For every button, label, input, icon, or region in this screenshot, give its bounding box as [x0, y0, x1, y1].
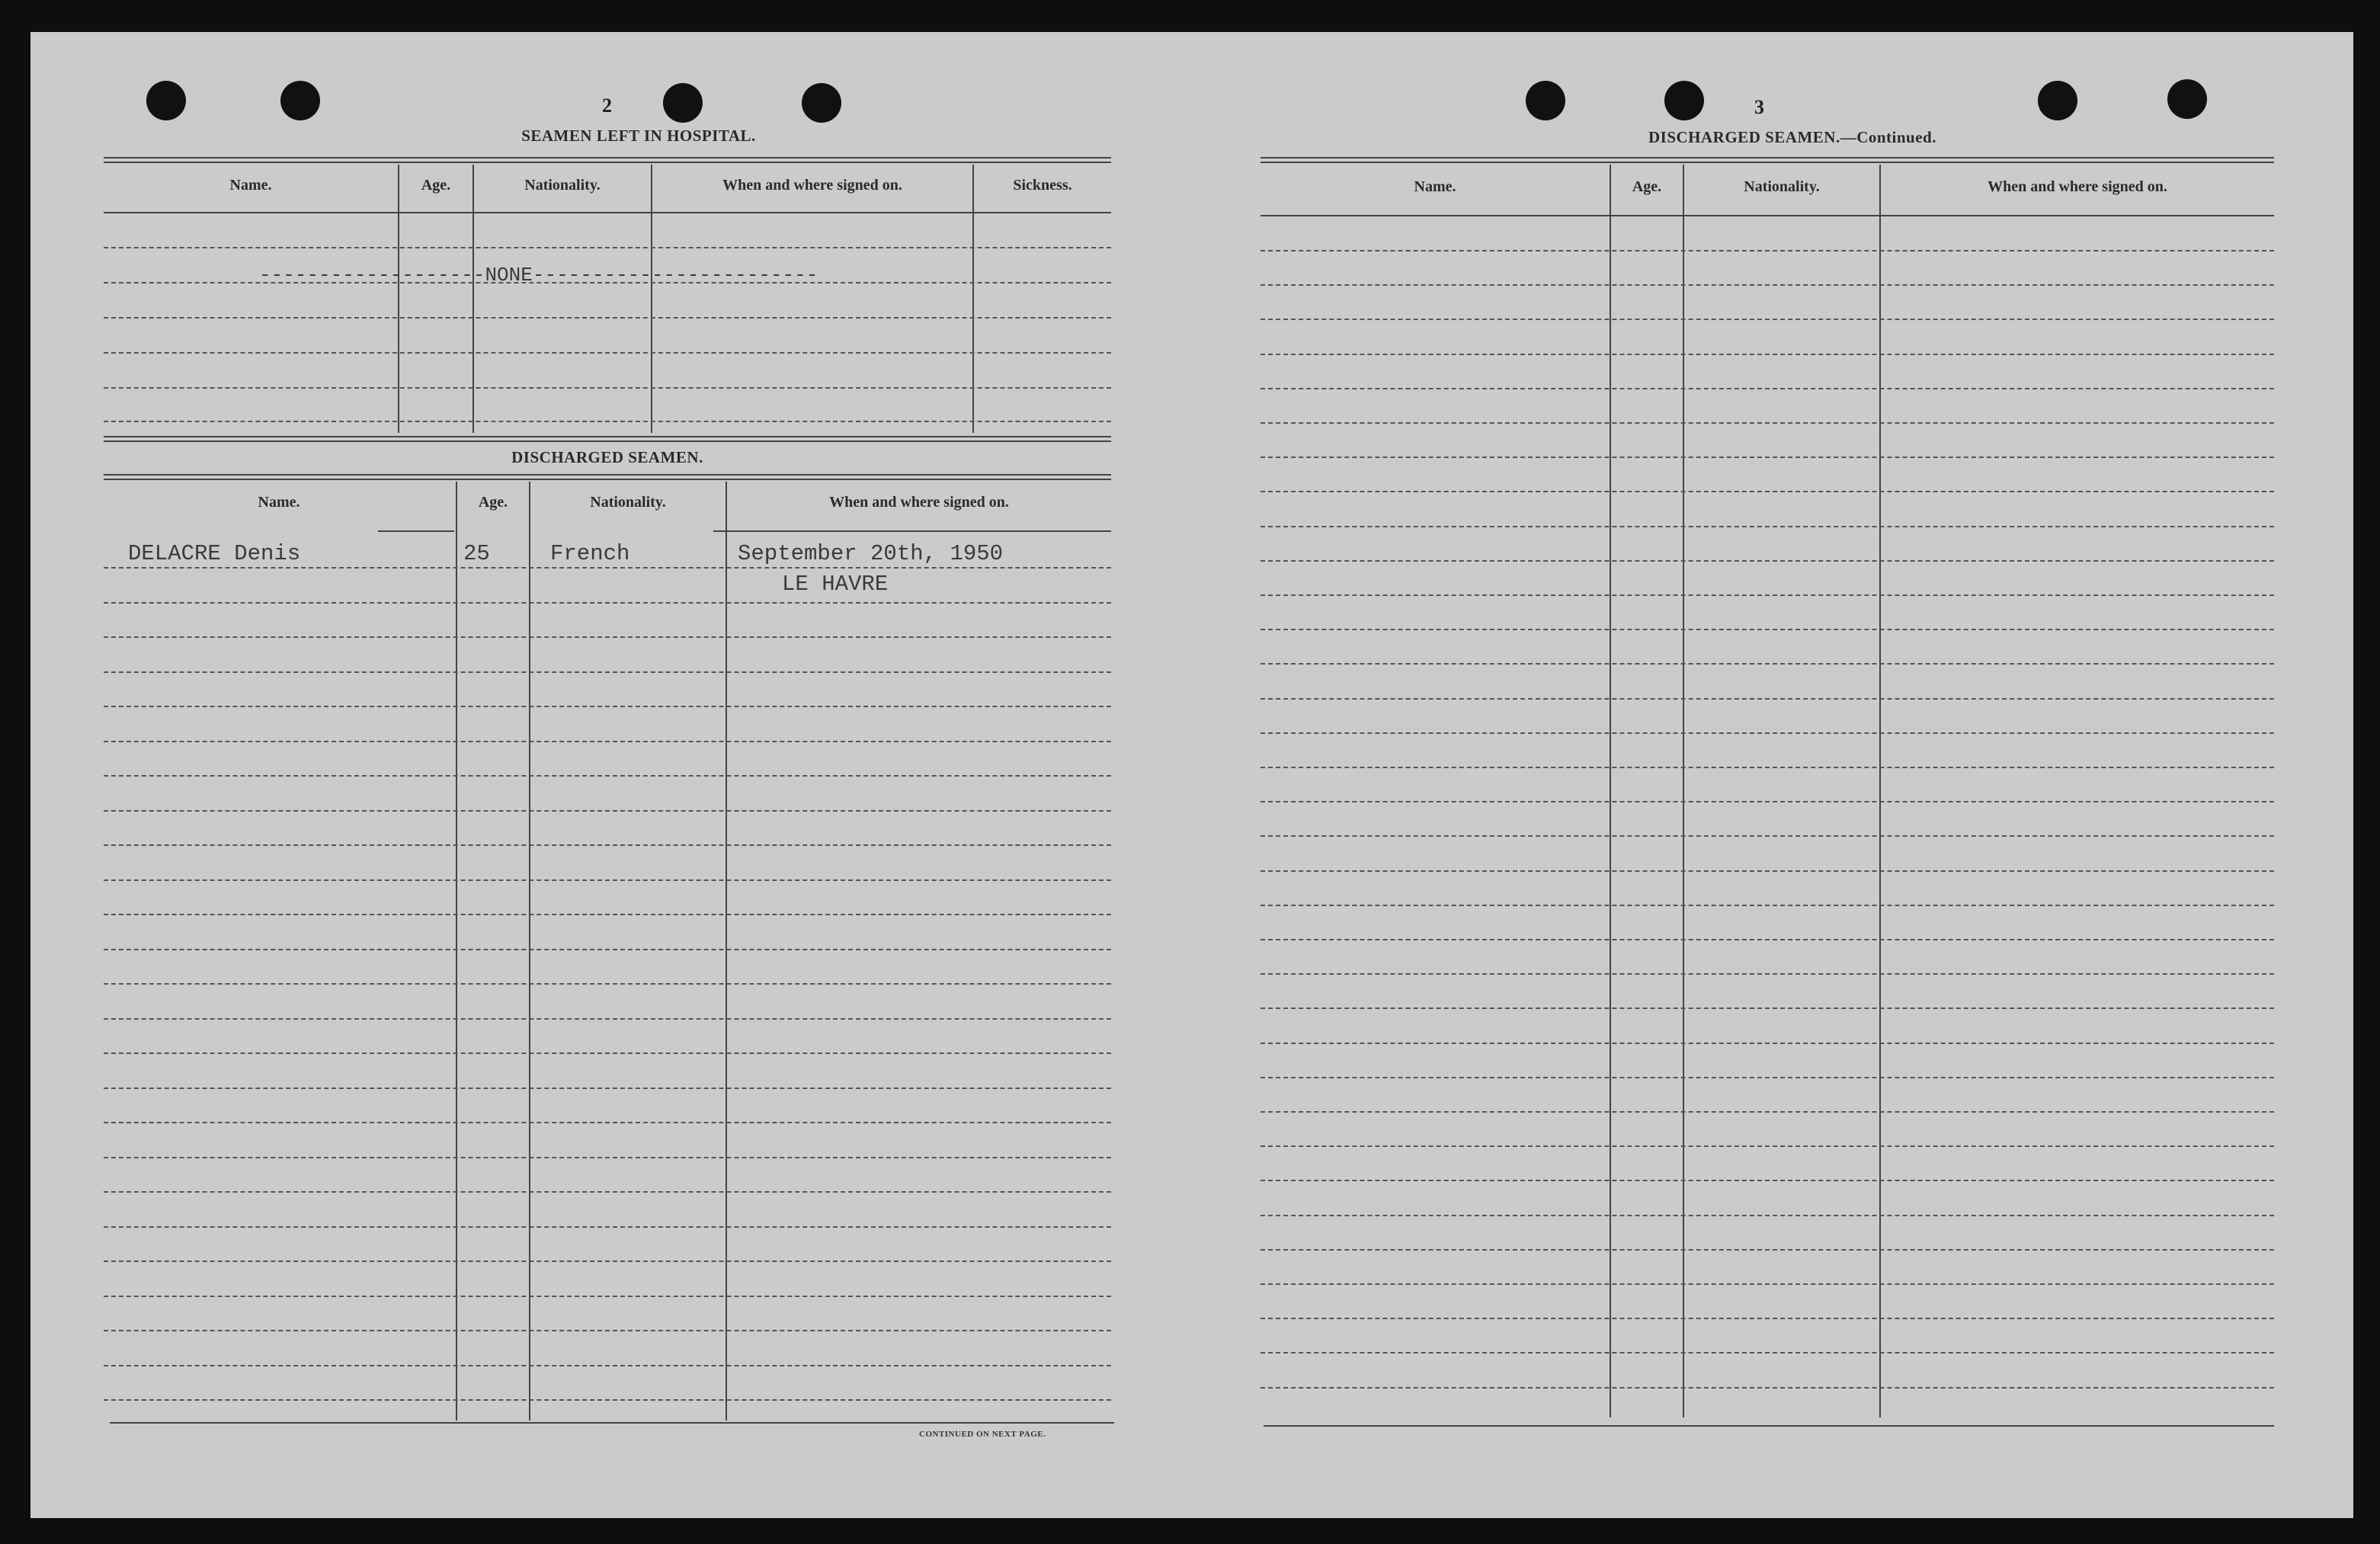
col-header-name: Name. [258, 494, 300, 511]
row-rule [104, 775, 1111, 777]
row-rule [104, 1018, 1111, 1020]
row-rule [104, 1122, 1111, 1123]
row-rule [1260, 560, 2274, 562]
punch-hole [663, 83, 703, 123]
row-rule [1260, 319, 2274, 320]
seaman-name: DELACRE Denis [128, 541, 301, 566]
row-rule [1260, 1249, 2274, 1251]
col-divider [972, 165, 974, 433]
row-rule [104, 1191, 1111, 1193]
row-rule [1260, 870, 2274, 872]
row-rule [1260, 456, 2274, 458]
col-divider [1610, 165, 1611, 1417]
col-header-nationality: Nationality. [524, 177, 601, 194]
seaman-nationality: French [550, 541, 630, 566]
col-header-nationality: Nationality. [590, 494, 666, 511]
col-header-age: Age. [478, 494, 508, 511]
col-header-name: Name. [1414, 178, 1456, 195]
discharged-section-title: DISCHARGED SEAMEN. [511, 448, 703, 466]
col-divider [1879, 165, 1881, 1417]
row-rule [1260, 1215, 2274, 1216]
row-rule [104, 671, 1111, 673]
punch-hole [1526, 81, 1565, 120]
col-divider [529, 482, 530, 1421]
row-rule [1260, 1111, 2274, 1113]
row-rule [1260, 250, 2274, 251]
punch-hole [802, 83, 841, 123]
row-rule [104, 387, 1111, 389]
col-divider [456, 482, 457, 1421]
page-number-left: 2 [602, 94, 612, 117]
row-rule [104, 317, 1111, 319]
row-rule [1260, 1043, 2274, 1044]
rule [104, 157, 1111, 163]
row-rule [104, 1157, 1111, 1158]
seaman-signed-on-place: LE HAVRE [782, 572, 889, 597]
row-rule [1260, 629, 2274, 630]
row-rule [1260, 732, 2274, 734]
col-divider [398, 165, 399, 433]
header-rule [1260, 215, 2274, 216]
row-rule [104, 844, 1111, 846]
row-rule [104, 706, 1111, 707]
punch-hole [146, 81, 186, 120]
continued-footer: CONTINUED ON NEXT PAGE. [919, 1430, 1046, 1439]
row-rule [1260, 594, 2274, 596]
row-rule [1260, 835, 2274, 837]
page-number-right: 3 [1754, 96, 1764, 118]
row-rule [104, 1226, 1111, 1228]
hospital-none-entry: -------------------NONE------------------------ [259, 264, 818, 287]
col-divider [1683, 165, 1684, 1417]
row-rule [104, 1399, 1111, 1401]
rule [1260, 157, 2274, 163]
row-rule [1260, 973, 2274, 975]
row-rule [104, 1330, 1111, 1331]
col-header-signed-on: When and where signed on. [722, 177, 902, 194]
row-rule [1260, 905, 2274, 906]
punch-hole [1664, 81, 1704, 120]
header-rule [713, 530, 1111, 532]
row-rule [1260, 491, 2274, 492]
row-rule [1260, 1283, 2274, 1285]
row-rule [104, 567, 1111, 569]
col-header-signed-on: When and where signed on. [829, 494, 1009, 511]
col-divider [472, 165, 474, 433]
rule [104, 474, 1111, 480]
punch-hole [280, 81, 320, 120]
row-rule [104, 247, 1111, 248]
row-rule [1260, 1352, 2274, 1353]
col-header-nationality: Nationality. [1744, 178, 1820, 195]
row-rule [1260, 1318, 2274, 1319]
col-divider [651, 165, 652, 433]
ledger-spread [30, 32, 2353, 1518]
row-rule [1260, 422, 2274, 424]
row-rule [104, 1296, 1111, 1297]
row-rule [104, 421, 1111, 422]
row-rule [1260, 698, 2274, 700]
row-rule [1260, 1007, 2274, 1009]
row-rule [1260, 526, 2274, 527]
row-rule [104, 1088, 1111, 1089]
bottom-rule [1264, 1425, 2274, 1427]
row-rule [1260, 663, 2274, 665]
row-rule [104, 914, 1111, 915]
header-rule [104, 212, 1111, 213]
hospital-section-title: SEAMEN LEFT IN HOSPITAL. [521, 127, 756, 145]
row-rule [1260, 767, 2274, 768]
row-rule [1260, 354, 2274, 355]
col-header-name: Name. [229, 177, 272, 194]
col-header-signed-on: When and where signed on. [1988, 178, 2167, 195]
row-rule [104, 949, 1111, 950]
row-rule [104, 810, 1111, 812]
row-rule [104, 1261, 1111, 1262]
row-rule [1260, 801, 2274, 802]
row-rule [104, 602, 1111, 604]
row-rule [1260, 1077, 2274, 1078]
col-header-age: Age. [1632, 178, 1662, 195]
row-rule [1260, 1180, 2274, 1181]
row-rule [1260, 939, 2274, 940]
row-rule [1260, 1387, 2274, 1389]
row-rule [104, 879, 1111, 881]
row-rule [104, 636, 1111, 638]
col-divider [726, 482, 727, 1421]
col-header-sickness: Sickness. [1013, 177, 1072, 194]
row-rule [1260, 1145, 2274, 1147]
punch-hole [2167, 79, 2207, 119]
seaman-signed-on-date: September 20th, 1950 [738, 541, 1004, 566]
rule [104, 436, 1111, 442]
bottom-rule [110, 1422, 1114, 1424]
seaman-age: 25 [463, 541, 490, 566]
punch-hole [2038, 81, 2077, 120]
row-rule [104, 1365, 1111, 1366]
row-rule [104, 741, 1111, 742]
row-rule [104, 1052, 1111, 1054]
right-section-title: DISCHARGED SEAMEN.—Continued. [1648, 128, 1936, 146]
row-rule [1260, 388, 2274, 389]
header-rule [378, 530, 454, 532]
row-rule [104, 352, 1111, 354]
row-rule [1260, 284, 2274, 286]
row-rule [104, 983, 1111, 985]
col-header-age: Age. [421, 177, 451, 194]
